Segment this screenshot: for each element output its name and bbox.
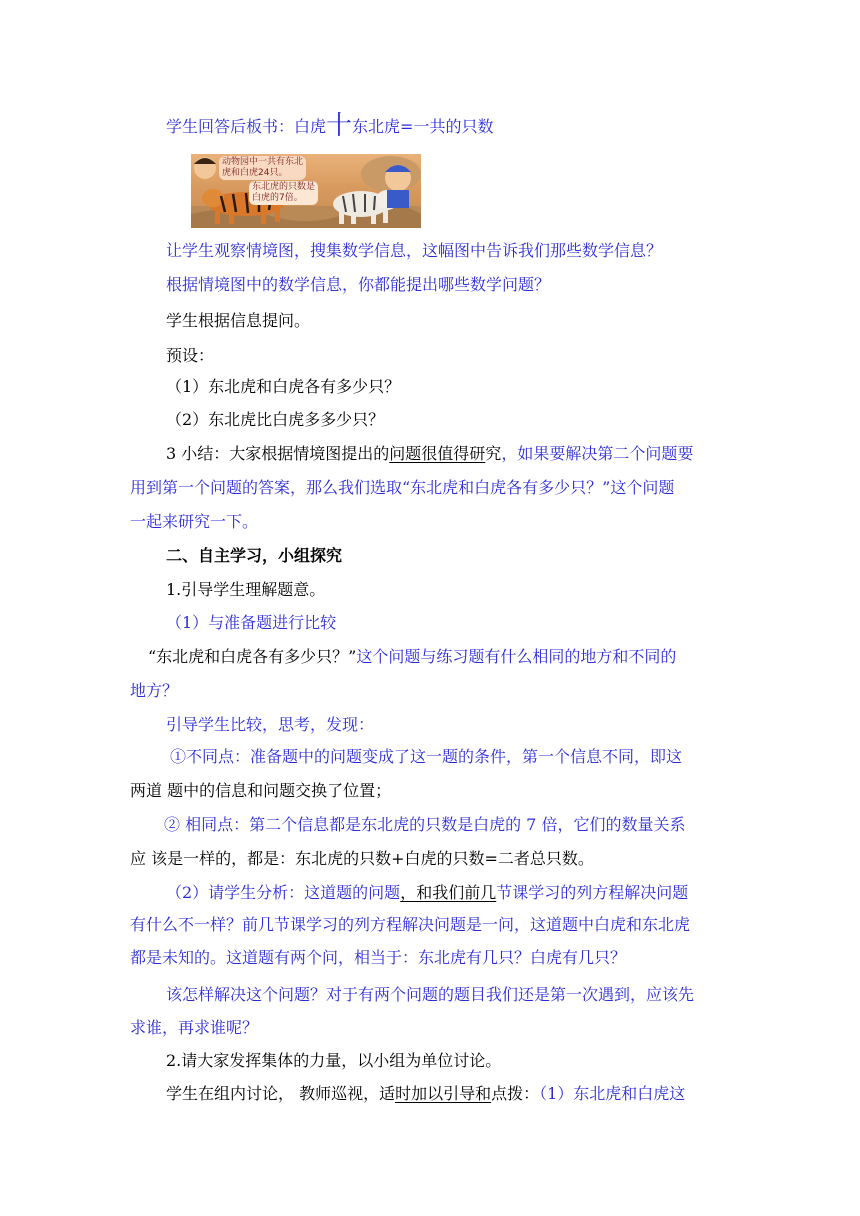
bubble-line-3: 东北虎的只数是 bbox=[252, 182, 316, 192]
discussion-underlined: 时加以引导和 bbox=[395, 1084, 492, 1103]
summary-line-3: 一起来研究一下。 bbox=[130, 512, 259, 531]
solve-question-line-2: 求谁，再求谁呢？ bbox=[130, 1018, 259, 1037]
step-2-title: 2.请大家发挥集体的力量，以小组为单位讨论。 bbox=[166, 1051, 502, 1070]
speech-bubble-ratio bbox=[249, 181, 318, 205]
discussion-text-d: （1）东北虎和白虎这 bbox=[539, 1084, 686, 1103]
analysis-text-a: （2）请学生分析：这道题的问题 bbox=[166, 883, 401, 902]
board-writing-suffix: 东北虎=一共的只数 bbox=[352, 117, 494, 136]
para-observe: 让学生观察情境图，搜集数学信息，这幅图中告诉我们那些数学信息？ bbox=[166, 241, 663, 260]
difference-line-1: ①不同点：准备题中的问题变成了这一题的条件，第一个信息不同，即这 bbox=[170, 747, 683, 766]
summary-line-2: 用到第一个问题的答案，那么我们选取“东北虎和白虎各有多少只？”这个问题 bbox=[130, 478, 675, 497]
para-students-ask: 学生根据信息提问。 bbox=[166, 311, 311, 330]
similarity-line-2: 应 该是一样的，都是：东北虎的只数+白虎的只数=二者总只数。 bbox=[130, 849, 594, 868]
analysis-text-c: 节课学习的列方程解决问题 bbox=[496, 883, 689, 902]
summary-underlined: 问题很值得研 bbox=[389, 444, 486, 463]
compare-question-text: 这个问题与练习题有什么相同的地方和不同的 bbox=[356, 647, 677, 666]
discussion-line bbox=[166, 1084, 685, 1104]
para-ask-questions: 根据情境图中的数学信息，你都能提出哪些数学问题？ bbox=[166, 275, 551, 294]
summary-text-a: 3 小结：大家根据情境图提出的 bbox=[166, 444, 390, 463]
preset-item-1: （1）东北虎和白虎各有多少只？ bbox=[166, 377, 401, 396]
summary-text-c: 究 bbox=[485, 444, 502, 463]
analysis-line-2: 有什么不一样？前几节课学习的列方程解决问题是一问，这道题中白虎和东北虎 bbox=[130, 915, 691, 934]
analysis-underlined: ，和我们前几 bbox=[400, 883, 497, 902]
analysis-line-1 bbox=[166, 883, 688, 903]
difference-line-2: 两道 题中的信息和问题交换了位置； bbox=[130, 781, 392, 800]
compare-question-quote: “东北虎和白虎各有多少只？” bbox=[148, 647, 357, 666]
similarity-line-1: ② 相同点：第二个信息都是东北虎的只数是白虎的 7 倍，它们的数量关系 bbox=[164, 815, 686, 834]
tiger-scene-illustration bbox=[191, 154, 421, 228]
discussion-text-c: 点拨： bbox=[491, 1084, 540, 1103]
solve-question-line-1: 该怎样解决这个问题？对于有两个问题的题目我们还是第一次遇到，应该先 bbox=[166, 985, 695, 1004]
step-1-title: 1.引导学生理解题意。 bbox=[166, 580, 326, 599]
summary-line-1 bbox=[166, 444, 693, 464]
section-heading: 二、自主学习，小组探究 bbox=[166, 546, 343, 565]
bubble-line-4: 白虎的7倍。 bbox=[252, 193, 303, 203]
compare-question-cont: 地方？ bbox=[130, 681, 179, 700]
compare-title: （1）与准备题进行比较 bbox=[166, 613, 337, 632]
analysis-line-3: 都是未知的。这道题有两个问，相当于：东北虎有几只？白虎有几只？ bbox=[130, 948, 627, 967]
compare-question-line bbox=[148, 647, 676, 667]
board-writing-line bbox=[166, 111, 494, 141]
para-preset: 预设： bbox=[166, 346, 215, 365]
speech-bubble-total bbox=[219, 156, 306, 180]
discussion-text-a: 学生在组内讨论， 教师巡视，适 bbox=[166, 1084, 396, 1103]
guide-compare: 引导学生比较，思考，发现： bbox=[166, 715, 375, 734]
preset-item-2: （2）东北虎比白虎多多少只？ bbox=[166, 410, 385, 429]
bubble-line-1: 动物园中一共有东北 bbox=[222, 157, 304, 167]
plus-sign: 十 bbox=[326, 111, 353, 141]
board-writing-prefix: 学生回答后板书：白虎 bbox=[166, 117, 327, 136]
summary-text-d: ，如果要解决第二个问题要 bbox=[501, 444, 694, 463]
bubble-line-2: 虎和白虎24只。 bbox=[222, 168, 288, 178]
